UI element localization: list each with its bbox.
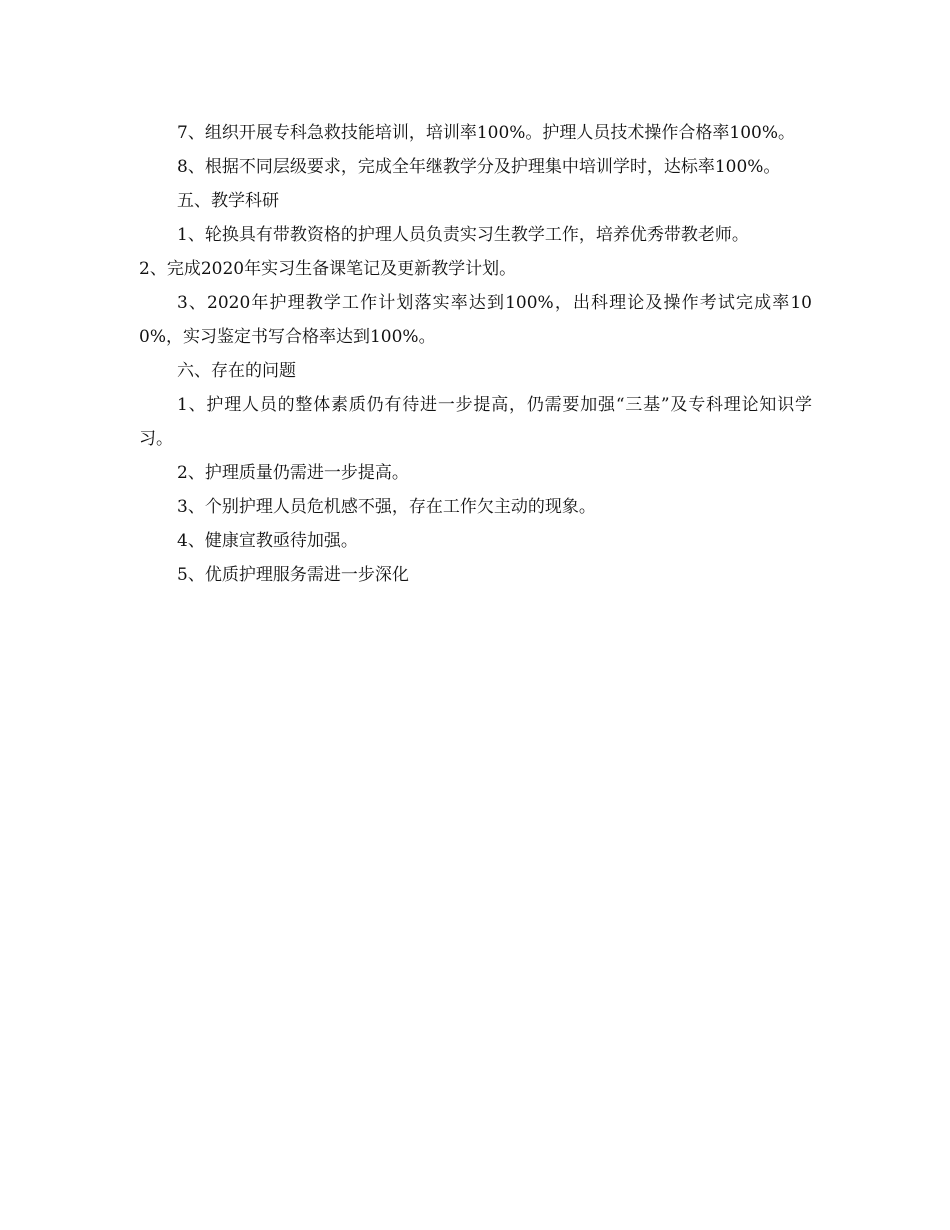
paragraph-item-7: 7、组织开展专科急救技能培训，培训率100%。护理人员技术操作合格率100%。: [177, 123, 796, 143]
paragraph-teaching-1: 1、轮换具有带教资格的护理人员负责实习生教学工作，培养优秀带教老师。: [177, 225, 749, 245]
paragraph-teaching-2: 2、完成2020年实习生备课笔记及更新教学计划。: [139, 259, 517, 279]
paragraph-issue-1: 1、护理人员的整体素质仍有待进一步提高，仍需要加强“三基”及专科理论知识学习。: [139, 395, 812, 449]
section-heading-existing-problems: 六、存在的问题: [177, 361, 296, 381]
paragraph-issue-3: 3、个别护理人员危机感不强，存在工作欠主动的现象。: [177, 497, 596, 517]
document-body: [139, 116, 812, 592]
paragraph-item-8: 8、根据不同层级要求，完成全年继教学分及护理集中培训学时，达标率100%。: [177, 157, 781, 177]
paragraph-issue-2: 2、护理质量仍需进一步提高。: [177, 463, 409, 483]
paragraph-issue-5: 5、优质护理服务需进一步深化: [177, 565, 409, 585]
section-heading-teaching-research: 五、教学科研: [177, 191, 279, 211]
paragraph-issue-4: 4、健康宣教亟待加强。: [177, 531, 358, 551]
paragraph-teaching-3: 3、2020年护理教学工作计划落实率达到100%，出科理论及操作考试完成率100%，实习鉴定书写合格率达到100%。: [139, 293, 812, 347]
